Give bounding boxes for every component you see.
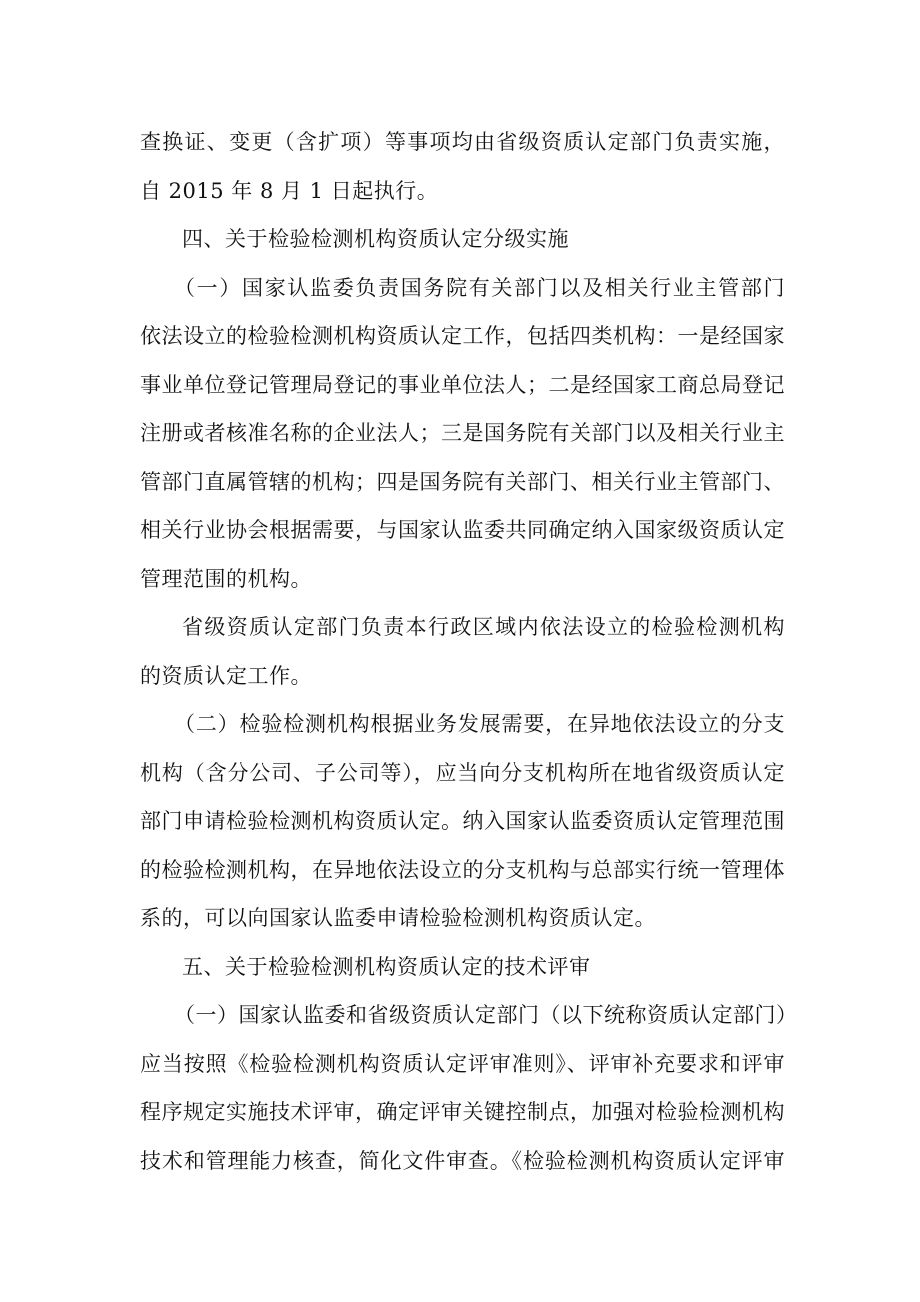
subsection-line: （一）国家认监委负责国务院有关部门以及相关行业主管部门 — [174, 275, 785, 300]
subsection-line: （二）检验检测机构根据业务发展需要，在异地依法设立的分支 — [174, 712, 785, 736]
section-heading: 四、关于检验检测机构资质认定分级实施 — [182, 227, 569, 251]
body-line: 查换证、变更（含扩项）等事项均由省级资质认定部门负责实施， — [140, 130, 785, 154]
body-line: 注册或者核准名称的企业法人；三是国务院有关部门以及相关行业主 — [140, 421, 785, 445]
body-line: 相关行业协会根据需要，与国家认监委共同确定纳入国家级资质认定 — [140, 518, 785, 542]
body-line: 事业单位登记管理局登记的事业单位法人；二是经国家工商总局登记 — [140, 372, 785, 397]
body-line: 技术和管理能力核查，简化文件审查。《检验检测机构资质认定评审 — [140, 1148, 785, 1173]
subsection-line: （一）国家认监委和省级资质认定部门（以下统称资质认定部门） — [174, 1003, 798, 1027]
body-line: 应当按照《检验检测机构资质认定评审准则》、评审补充要求和评审 — [140, 1051, 785, 1076]
body-line: 的资质认定工作。 — [140, 663, 312, 688]
body-line: 机构（含分公司、子公司等），应当向分支机构所在地省级资质认定 — [140, 760, 785, 785]
document-body — [140, 118, 798, 1185]
body-line: 的检验检测机构，在异地依法设立的分支机构与总部实行统一管理体 — [140, 857, 785, 882]
section-heading: 五、关于检验检测机构资质认定的技术评审 — [182, 954, 591, 979]
body-line: 部门申请检验检测机构资质认定。纳入国家认监委资质认定管理范围 — [140, 809, 785, 833]
paragraph-line: 省级资质认定部门负责本行政区域内依法设立的检验检测机构 — [182, 615, 785, 639]
body-line: 自 2015 年 8 月 1 日起执行。 — [140, 178, 439, 203]
body-line: 依法设立的检验检测机构资质认定工作，包括四类机构：一是经国家 — [140, 324, 785, 348]
body-line: 系的，可以向国家认监委申请检验检测机构资质认定。 — [140, 906, 656, 930]
body-line: 管理范围的机构。 — [140, 566, 312, 591]
body-line: 管部门直属管辖的机构；四是国务院有关部门、相关行业主管部门、 — [140, 469, 785, 494]
body-line: 程序规定实施技术评审，确定评审关键控制点，加强对检验检测机构 — [140, 1100, 785, 1124]
